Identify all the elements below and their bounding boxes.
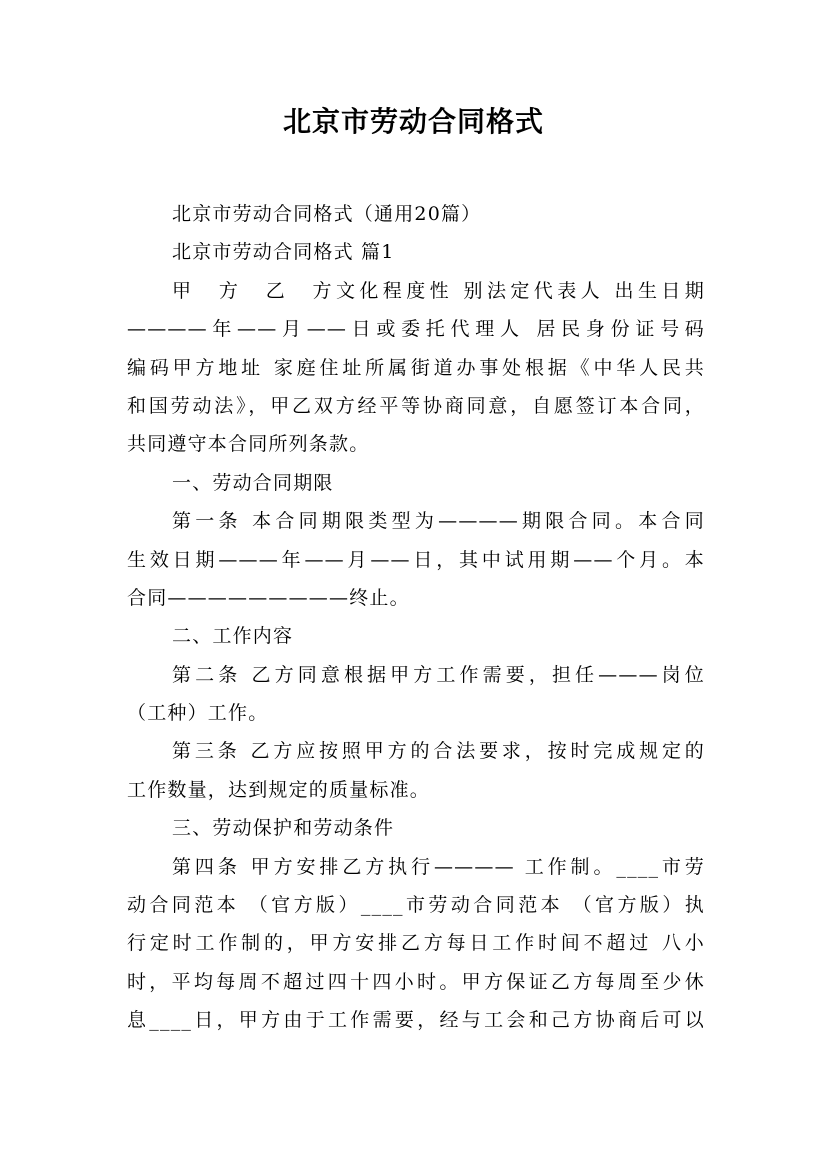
- text-line: 动合同范本 （官方版）____市劳动合同范本 （官方版）执: [127, 894, 705, 917]
- text-line: 编码甲方地址 家庭住址所属街道办事处根据《中华人民共: [127, 356, 705, 379]
- document-body: [127, 195, 705, 1040]
- text-line: 第一条 本合同期限类型为————期限合同。本合同: [172, 510, 705, 533]
- document-title: 北京市劳动合同格式: [282, 105, 544, 138]
- text-line: 北京市劳动合同格式 篇1: [172, 241, 395, 264]
- text-line: （工种）工作。: [127, 702, 269, 725]
- text-line: 生效日期———年——月——日，其中试用期——个月。本: [127, 548, 705, 571]
- text-line: 共同遵守本合同所列条款。: [127, 433, 370, 456]
- text-line: 时，平均每周不超过四十四小时。甲方保证乙方每周至少休: [127, 970, 705, 993]
- text-line: 第二条 乙方同意根据甲方工作需要，担任———岗位: [172, 663, 705, 686]
- text-line: 第四条 甲方安排乙方执行———— 工作制。____市劳: [172, 855, 705, 878]
- text-line: 第三条 乙方应按照甲方的合法要求，按时完成规定的: [172, 740, 705, 763]
- text-line: 合同—————————终止。: [127, 586, 410, 609]
- text-line: 和国劳动法》，甲乙双方经平等协商同意，自愿签订本合同，: [127, 394, 705, 417]
- text-line: 三、劳动保护和劳动条件: [172, 817, 395, 840]
- text-line: 行定时工作制的，甲方安排乙方每日工作时间不超过 八小: [127, 932, 705, 955]
- text-line: ————年——月——日或委托代理人 居民身份证号码: [127, 318, 705, 341]
- text-line: 二、工作内容: [172, 625, 294, 648]
- text-line: 一、劳动合同期限: [172, 471, 334, 494]
- text-line: 甲 方 乙 方文化程度性 别法定代表人 出生日期: [172, 279, 705, 302]
- text-line: 北京市劳动合同格式（通用20篇）: [172, 203, 482, 225]
- text-line: 工作数量，达到规定的质量标准。: [127, 778, 431, 801]
- text-line: 息____日，甲方由于工作需要，经与工会和己方协商后可以: [127, 1009, 705, 1032]
